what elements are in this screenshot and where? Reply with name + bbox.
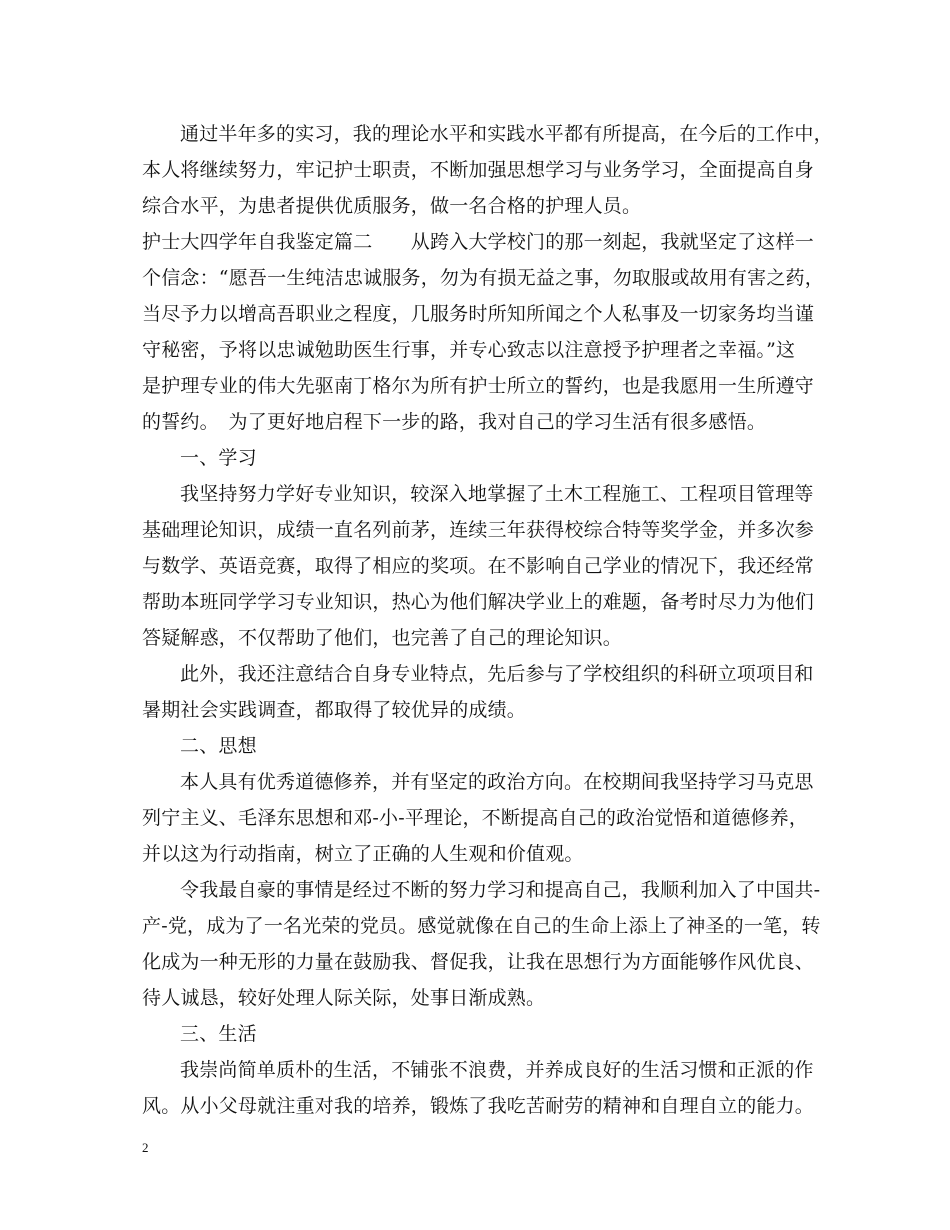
body-text-line: 我坚持努力学好专业知识，较深入地掌握了土木工程施工、工程项目管理等 (180, 483, 814, 505)
body-text-line: 守秘密，予将以忠诚勉助医生行事，并专心致志以注意授予护理者之幸福。”这 (142, 339, 796, 361)
body-text-line: 答疑解惑，不仅帮助了他们，也完善了自己的理论知识。 (142, 627, 623, 649)
body-text-line: 个信念：“愿吾一生纯洁忠诚服务，勿为有损无益之事，勿取服或故用有害之药， (142, 267, 824, 289)
body-text-line: 令我最自豪的事情是经过不断的努力学习和提高自己，我顺利加入了中国共- (180, 879, 821, 901)
body-text-line: 综合水平，为患者提供优质服务，做一名合格的护理人员。 (142, 195, 642, 217)
body-text-line: 的誓约。 为了更好地启程下一步的路，我对自己的学习生活有很多感悟。 (142, 411, 767, 433)
body-text-line: 并以这为行动指南，树立了正确的人生观和价值观。 (142, 843, 584, 865)
body-text-line: 待人诚恳，较好处理人际关际，处事日渐成熟。 (142, 987, 546, 1009)
section-heading-line: 护士大四学年自我鉴定篇二 从跨入大学校门的那一刻起，我就坚定了这样一 (142, 231, 815, 253)
body-text-line: 帮助本班同学学习专业知识，热心为他们解决学业上的难题，备考时尽力为他们 (142, 591, 815, 613)
body-text-line: 通过半年多的实习，我的理论水平和实践水平都有所提高，在今后的工作中， (180, 123, 833, 145)
body-text-line: 本人将继续努力，牢记护士职责，不断加强思想学习与业务学习，全面提高自身 (142, 159, 815, 181)
body-text-line: 我崇尚简单质朴的生活，不铺张不浪费，并养成良好的生活习惯和正派的作 (180, 1059, 814, 1081)
body-text-line: 当尽予力以增高吾职业之程度，几服务时所知所闻之个人私事及一切家务均当谨 (142, 303, 815, 325)
body-text-line: 此外，我还注意结合自身专业特点，先后参与了学校组织的科研立项项目和 (180, 663, 814, 685)
subheading-life: 三、生活 (180, 1023, 257, 1045)
body-text-line: 是护理专业的伟大先驱南丁格尔为所有护士所立的誓约，也是我愿用一生所遵守 (142, 375, 815, 397)
body-text-line: 基础理论知识，成绩一直名列前茅，连续三年获得校综合特等奖学金，并多次参 (142, 519, 815, 541)
body-text-line: 暑期社会实践调查，都取得了较优异的成绩。 (142, 699, 527, 721)
subheading-study: 一、学习 (180, 447, 257, 469)
body-text-line: 与数学、英语竞赛，取得了相应的奖项。在不影响自己学业的情况下，我还经常 (142, 555, 815, 577)
body-text-line: 本人具有优秀道德修养，并有坚定的政治方向。在校期间我坚持学习马克思 (180, 771, 814, 793)
body-text-line: 风。从小父母就注重对我的培养，锻炼了我吃苦耐劳的精神和自理自立的能力。 (142, 1095, 815, 1117)
body-text-line: 列宁主义、毛泽东思想和邓-小-平理论，不断提高自己的政治觉悟和道德修养， (142, 807, 809, 829)
subheading-thought: 二、思想 (180, 735, 257, 757)
body-text-line: 化成为一种无形的力量在鼓励我、督促我，让我在思想行为方面能够作风优良、 (142, 951, 815, 973)
body-text-line: 产-党，成为了一名光荣的党员。感觉就像在自己的生命上添上了神圣的一笔，转 (142, 915, 821, 937)
page-number: 2 (142, 1140, 149, 1155)
